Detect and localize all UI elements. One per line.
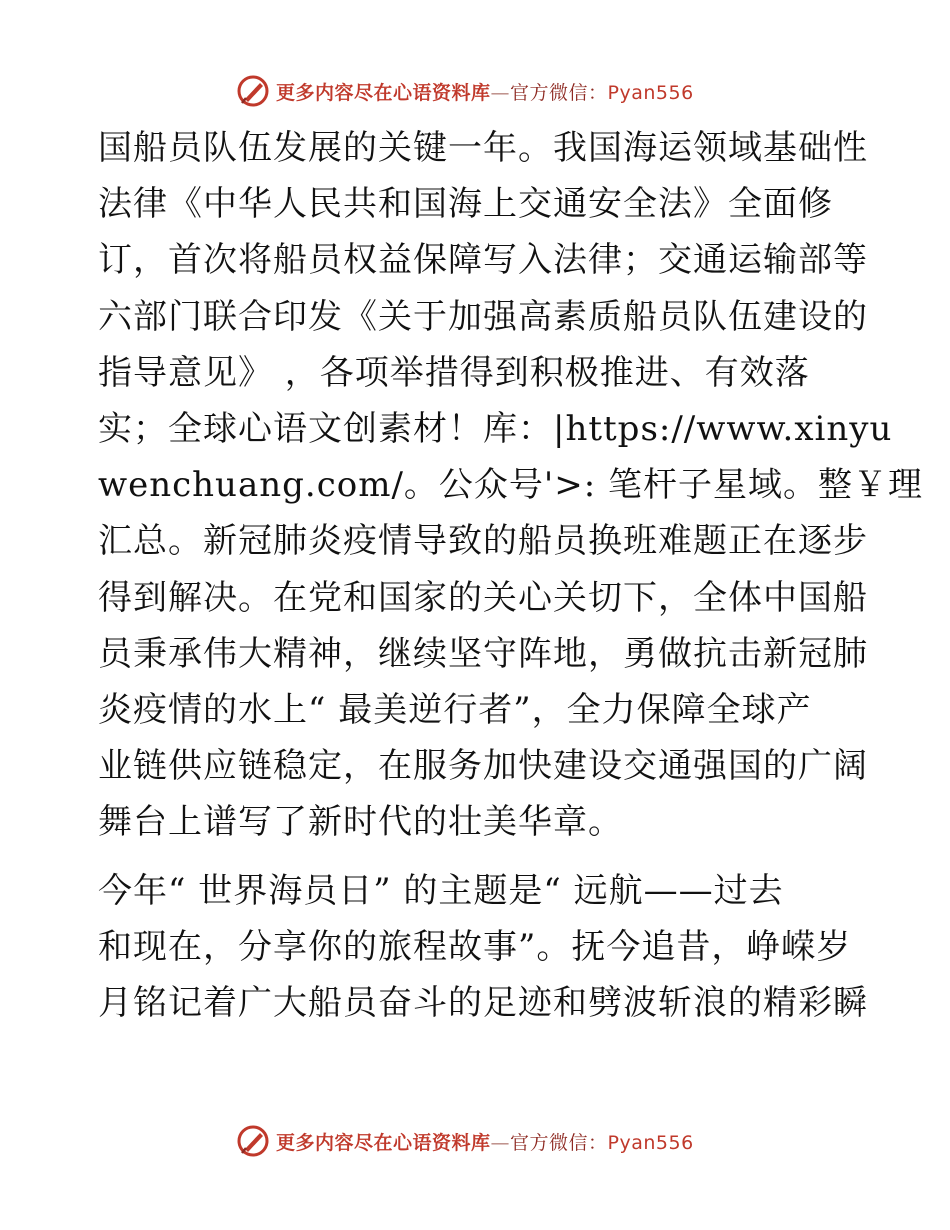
watermark-brand: 更多内容尽在心语资料库 (276, 1131, 491, 1154)
text-line: 炎疫情的水上“ 最美逆行者”，全力保障全球产 (98, 690, 812, 731)
watermark-wechat-id: Pyan556 (607, 81, 694, 104)
quill-seal-icon (236, 74, 270, 108)
text-line: 实；全球心语文创素材！库：|https://www.xinyu (98, 409, 893, 450)
text-line: wenchuang.com/。公众号'>: 笔杆子星域。整￥理 (98, 465, 924, 506)
text-line: 订，首次将船员权益保障写入法律；交通运输部等 (98, 240, 868, 281)
watermark-wechat-id: Pyan556 (607, 1131, 694, 1154)
text-line: 今年“ 世界海员日” 的主题是“ 远航——过去 (98, 870, 784, 911)
text-line: 汇总。新冠肺炎疫情导致的船员换班难题正在逐步 (98, 521, 868, 562)
text-line: 月铭记着广大船员奋斗的足迹和劈波斩浪的精彩瞬 (98, 983, 868, 1024)
text-line: 得到解决。在党和国家的关心关切下，全体中国船 (98, 577, 868, 618)
body-text (98, 120, 924, 1031)
paragraph-2 (98, 863, 868, 1032)
watermark-label: 官方微信： (510, 1131, 608, 1154)
text-line: 和现在，分享你的旅程故事”。抚今追昔，峥嵘岁 (98, 926, 852, 967)
text-line: 法律《中华人民共和国海上交通安全法》全面修 (98, 184, 833, 225)
watermark-separator: — (490, 1131, 511, 1154)
watermark-separator: — (490, 81, 511, 104)
footer-watermark (236, 1124, 694, 1158)
text-line: 员秉承伟大精神，继续坚守阵地，勇做抗击新冠肺 (98, 633, 868, 674)
text-line: 业链供应链稳定，在服务加快建设交通强国的广阔 (98, 746, 868, 787)
text-line: 六部门联合印发《关于加强高素质船员队伍建设的 (98, 296, 868, 337)
watermark-text (276, 78, 694, 105)
watermark-brand: 更多内容尽在心语资料库 (276, 81, 491, 104)
text-line: 指导意见》 ，各项举措得到积极推进、有效落 (98, 352, 810, 393)
quill-seal-icon (236, 1124, 270, 1158)
paragraph-1 (98, 120, 924, 851)
watermark-label: 官方微信： (510, 81, 608, 104)
text-line: 国船员队伍发展的关键一年。我国海运领域基础性 (98, 128, 868, 168)
text-line: 舞台上谱写了新时代的壮美华章。 (98, 802, 623, 843)
watermark-text (276, 1128, 694, 1155)
header-watermark (236, 74, 694, 108)
